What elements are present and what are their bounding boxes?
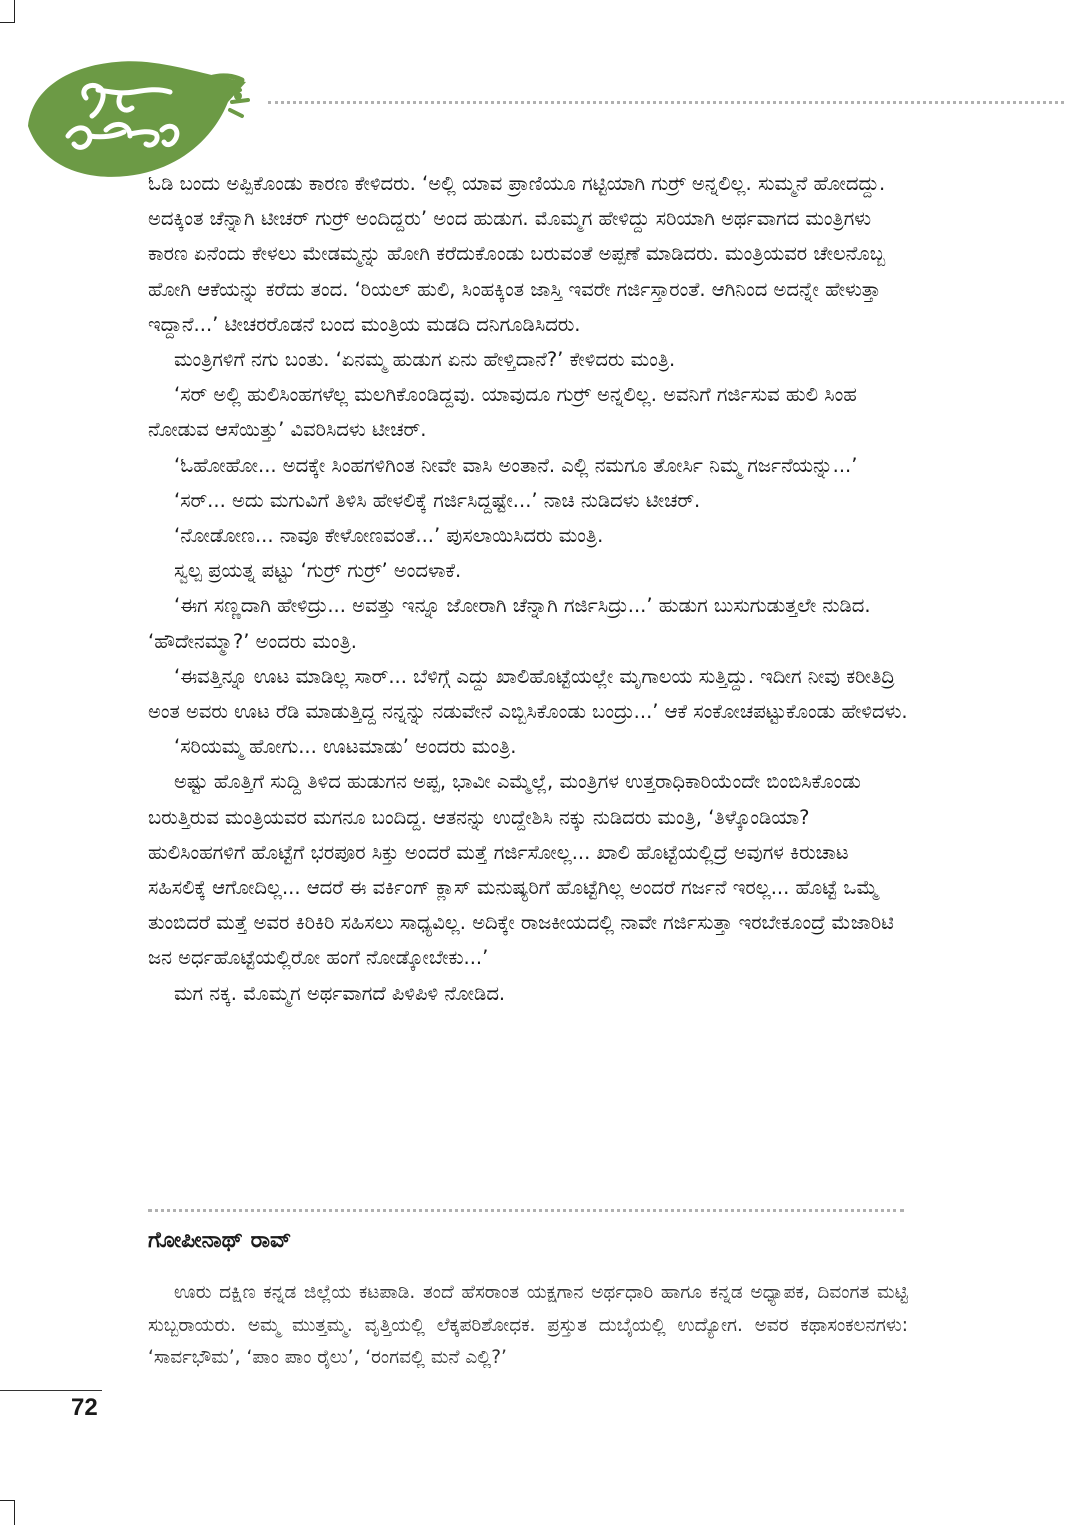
header-dotted-rule bbox=[268, 101, 1064, 104]
story-paragraph: ‘ಈವತ್ತಿನ್ನೂ ಊಟ ಮಾಡಿಲ್ಲ ಸಾರ್... ಬೆಳಿಗ್ಗೆ ಎದ್ದು ಖಾಲಿಹೊಟ್ಟೆಯಲ್ಲೇ ಮೃಗಾಲಯ ಸುತ್ತಿದ್ದು. ಇದೀಗ ನೀವು ಕರೀತಿದ್ರಿ ಅಂತ ಅವರು ಊಟ ರೆಡಿ ಮಾಡುತ್ತಿದ್ದ ನನ್ನನ್ನು ನಡುವೇನೆ ಎಬ್ಬಿಸಿಕೊಂಡು ಬಂದ್ರು...’ ಆಕೆ ಸಂಕೋಚಪಟ್ಟುಕೊಂಡು ಹೇಳಿದಳು. bbox=[148, 664, 908, 724]
story-paragraph: ‘ಈಗ ಸಣ್ಣದಾಗಿ ಹೇಳಿದ್ರು... ಅವತ್ತು ಇನ್ನೂ ಜೋರಾಗಿ ಚೆನ್ನಾಗಿ ಗರ್ಜಿಸಿದ್ರು...’ ಹುಡುಗ ಬುಸುಗುಡುತ್ತಲೇ ನುಡಿದ. ‘ಹೌದೇನಮ್ಮಾ?’ ಅಂದರು ಮಂತ್ರಿ. bbox=[148, 594, 871, 653]
story-paragraph: ‘ಸರಿಯಮ್ಮ ಹೋಗು... ಊಟಮಾಡು’ ಅಂದರು ಮಂತ್ರಿ. bbox=[174, 735, 517, 759]
story-paragraph: ಓಡಿ ಬಂದು ಅಪ್ಪಿಕೊಂಡು ಕಾರಣ ಕೇಳಿದರು. ‘ಅಲ್ಲಿ ಯಾವ ಪ್ರಾಣಿಯೂ ಗಟ್ಟಿಯಾಗಿ ಗುರ‍್ರ್ ಅನ್ನಲಿಲ್ಲ. ಸುಮ್ಮನೆ ಹೋದದ್ದು. ಅದಕ್ಕಿಂತ ಚೆನ್ನಾಗಿ ಟೀಚರ್ ಗುರ‍್ರ್ ಅಂದಿದ್ದರು’ ಅಂದ ಹುಡುಗ. ಮೊಮ್ಮಗ ಹೇಳಿದ್ದು ಸರಿಯಾಗಿ ಅರ್ಥವಾಗದ ಮಂತ್ರಿಗಳು ಕಾರಣ ಏನೆಂದು ಕೇಳಲು ಮೇಡಮ್ಮನ್ನು ಹೋಗಿ ಕರೆದುಕೊಂಡು ಬರುವಂತೆ ಅಪ್ಪಣೆ ಮಾಡಿದರು. ಮಂತ್ರಿಯವರ ಚೇಲನೊಬ್ಬ ಹೋಗಿ ಆಕೆಯನ್ನು ಕರೆದು ತಂದ. ‘ರಿಯಲ್ ಹುಲಿ, ಸಿಂಹಕ್ಕಿಂತ ಜಾಸ್ತಿ ಇವರೇ ಗರ್ಜಿಸ್ತಾರಂತೆ. ಆಗಿನಿಂದ ಅದನ್ನೇ ಹೇಳುತ್ತಾ ಇದ್ದಾನೆ...’ ಟೀಚರರೊಡನೆ ಬಂದ ಮಂತ್ರಿಯ ಮಡದಿ ದನಿಗೂಡಿಸಿದರು. bbox=[148, 172, 886, 336]
story-paragraph: ಮಗ ನಕ್ಕ. ಮೊಮ್ಮಗ ಅರ್ಥವಾಗದೆ ಪಿಳಿಪಿಳಿ ನೋಡಿದ. bbox=[174, 981, 506, 1005]
story-paragraph: ‘ಓಹೋಹೋ... ಅದಕ್ಕೇ ಸಿಂಹಗಳಿಗಿಂತ ನೀವೇ ವಾಸಿ ಅಂತಾನೆ. ಎಲ್ಲಿ ನಮಗೂ ತೋರ್ಸಿ ನಿಮ್ಮ ಗರ್ಜನೆಯನ್ನು...’ bbox=[174, 453, 858, 477]
story-paragraph: ಅಷ್ಟು ಹೊತ್ತಿಗೆ ಸುದ್ದಿ ತಿಳಿದ ಹುಡುಗನ ಅಪ್ಪ, ಭಾವೀ ಎಮ್ಮೆಲ್ಲೆ, ಮಂತ್ರಿಗಳ ಉತ್ತರಾಧಿಕಾರಿಯೆಂದೇ ಬಿಂಬಿಸಿಕೊಂಡು ಬರುತ್ತಿರುವ ಮಂತ್ರಿಯವರ ಮಗನೂ ಬಂದಿದ್ದ. ಆತನನ್ನು ಉದ್ದೇಶಿಸಿ ನಕ್ಕು ನುಡಿದರು ಮಂತ್ರಿ, ‘ತಿಳ್ಕೊಂಡಿಯಾ? ಹುಲಿಸಿಂಹಗಳಿಗೆ ಹೊಟ್ಟೆಗೆ ಭರಪೂರ ಸಿಕ್ತು ಅಂದರೆ ಮತ್ತೆ ಗರ್ಜಿಸೋಲ್ಲ... ಖಾಲಿ ಹೊಟ್ಟೆಯಲ್ಲಿದ್ರೆ ಅವುಗಳ ಕಿರುಚಾಟ ಸಹಿಸಲಿಕ್ಕೆ ಆಗೋದಿಲ್ಲ... ಆದರೆ ಈ ವರ್ಕಿಂಗ್ ಕ್ಲಾಸ್ ಮನುಷ್ಯರಿಗೆ ಹೊಟ್ಟೆಗಿಲ್ಲ ಅಂದರೆ ಗರ್ಜನೆ ಇರಲ್ಲ... ಹೊಟ್ಟೆ ಒಮ್ಮೆ ತುಂಬಿದರೆ ಮತ್ತೆ ಅವರ ಕಿರಿಕಿರಿ ಸಹಿಸಲು ಸಾಧ್ಯವಿಲ್ಲ. ಅದಿಕ್ಕೇ ರಾಜಕೀಯದಲ್ಲಿ ನಾವೇ ಗರ್ಜಿಸುತ್ತಾ ಇರಬೇಕೂಂದ್ರೆ ಮೆಜಾರಿಟಿ ಜನ ಅರ್ಧಹೊಟ್ಟೆಯಲ್ಲಿರೋ ಹಂಗೆ ನೋಡ್ಕೋಬೇಕು...’ bbox=[148, 770, 894, 970]
story-paragraph: ‘ಸರ್ ಅಲ್ಲಿ ಹುಲಿಸಿಂಹಗಳೆಲ್ಲ ಮಲಗಿಕೊಂಡಿದ್ದವು. ಯಾವುದೂ ಗುರ‍್ರ್ ಅನ್ನಲಿಲ್ಲ. ಅವನಿಗೆ ಗರ್ಜಿಸುವ ಹುಲಿ ಸಿಂಹ ನೋಡುವ ಆಸೆಯಿತ್ತು’ ವಿವರಿಸಿದಳು ಟೀಚರ್. bbox=[148, 383, 857, 442]
crop-mark-bottom-left-horizontal bbox=[0, 1500, 15, 1501]
story-paragraph: ‘ನೋಡೋಣ... ನಾವೂ ಕೇಳೋಣವಂತೆ...’ ಪುಸಲಾಯಿಸಿದರು ಮಂತ್ರಿ. bbox=[174, 524, 604, 548]
story-body bbox=[148, 166, 908, 1011]
page-number-rule bbox=[0, 1390, 102, 1391]
author-name: ಗೋಪೀನಾಥ್ ರಾವ್ bbox=[148, 1228, 292, 1253]
story-paragraph: ಮಂತ್ರಿಗಳಿಗೆ ನಗು ಬಂತು. ‘ಏನಮ್ಮ ಹುಡುಗ ಏನು ಹೇಳ್ತಿದಾನೆ?’ ಕೇಳಿದರು ಮಂತ್ರಿ. bbox=[174, 348, 676, 372]
author-bio-text: ಊರು ದಕ್ಷಿಣ ಕನ್ನಡ ಜಿಲ್ಲೆಯ ಕಟಪಾಡಿ. ತಂದೆ ಹೆಸರಾಂತ ಯಕ್ಷಗಾನ ಅರ್ಥಧಾರಿ ಹಾಗೂ ಕನ್ನಡ ಅಧ್ಯಾಪಕ, ದಿವಂಗತ ಮಟ್ಟಿ ಸುಬ್ಬರಾಯರು. ಅಮ್ಮ ಮುತ್ತಮ್ಮ. ವೃತ್ತಿಯಲ್ಲಿ ಲೆಕ್ಕಪರಿಶೋಧಕ. ಪ್ರಸ್ತುತ ದುಬೈಯಲ್ಲಿ ಉದ್ಯೋಗ. ಅವರ ಕಥಾಸಂಕಲನಗಳು: ‘ಸಾರ್ವಭೌಮ’, ‘ಪಾಂ ಪಾಂ ರೈಲು’, ‘ರಂಗವಲ್ಲಿ ಮನೆ ಎಲ್ಲಿ?’ bbox=[148, 1282, 908, 1368]
page-number: 72 bbox=[71, 1394, 98, 1421]
story-paragraph: ‘ಸರ್... ಅದು ಮಗುವಿಗೆ ತಿಳಿಸಿ ಹೇಳಲಿಕ್ಕೆ ಗರ್ಜಿಸಿದ್ದಷ್ಟೇ...’ ನಾಚಿ ನುಡಿದಳು ಟೀಚರ್. bbox=[174, 488, 701, 512]
section-dotted-rule bbox=[148, 1209, 904, 1212]
crop-mark-bottom-left-vertical bbox=[14, 1500, 15, 1525]
crop-mark-top-left-vertical bbox=[14, 0, 15, 22]
author-bio bbox=[148, 1277, 908, 1375]
crop-mark-top-left-horizontal bbox=[0, 22, 15, 23]
story-paragraph: ಸ್ವಲ್ಪ ಪ್ರಯತ್ನ ಪಟ್ಟು ‘ಗುರ‍್ರ್ ಗುರ‍್ರ್’ ಅಂದಳಾಕೆ. bbox=[174, 559, 462, 583]
